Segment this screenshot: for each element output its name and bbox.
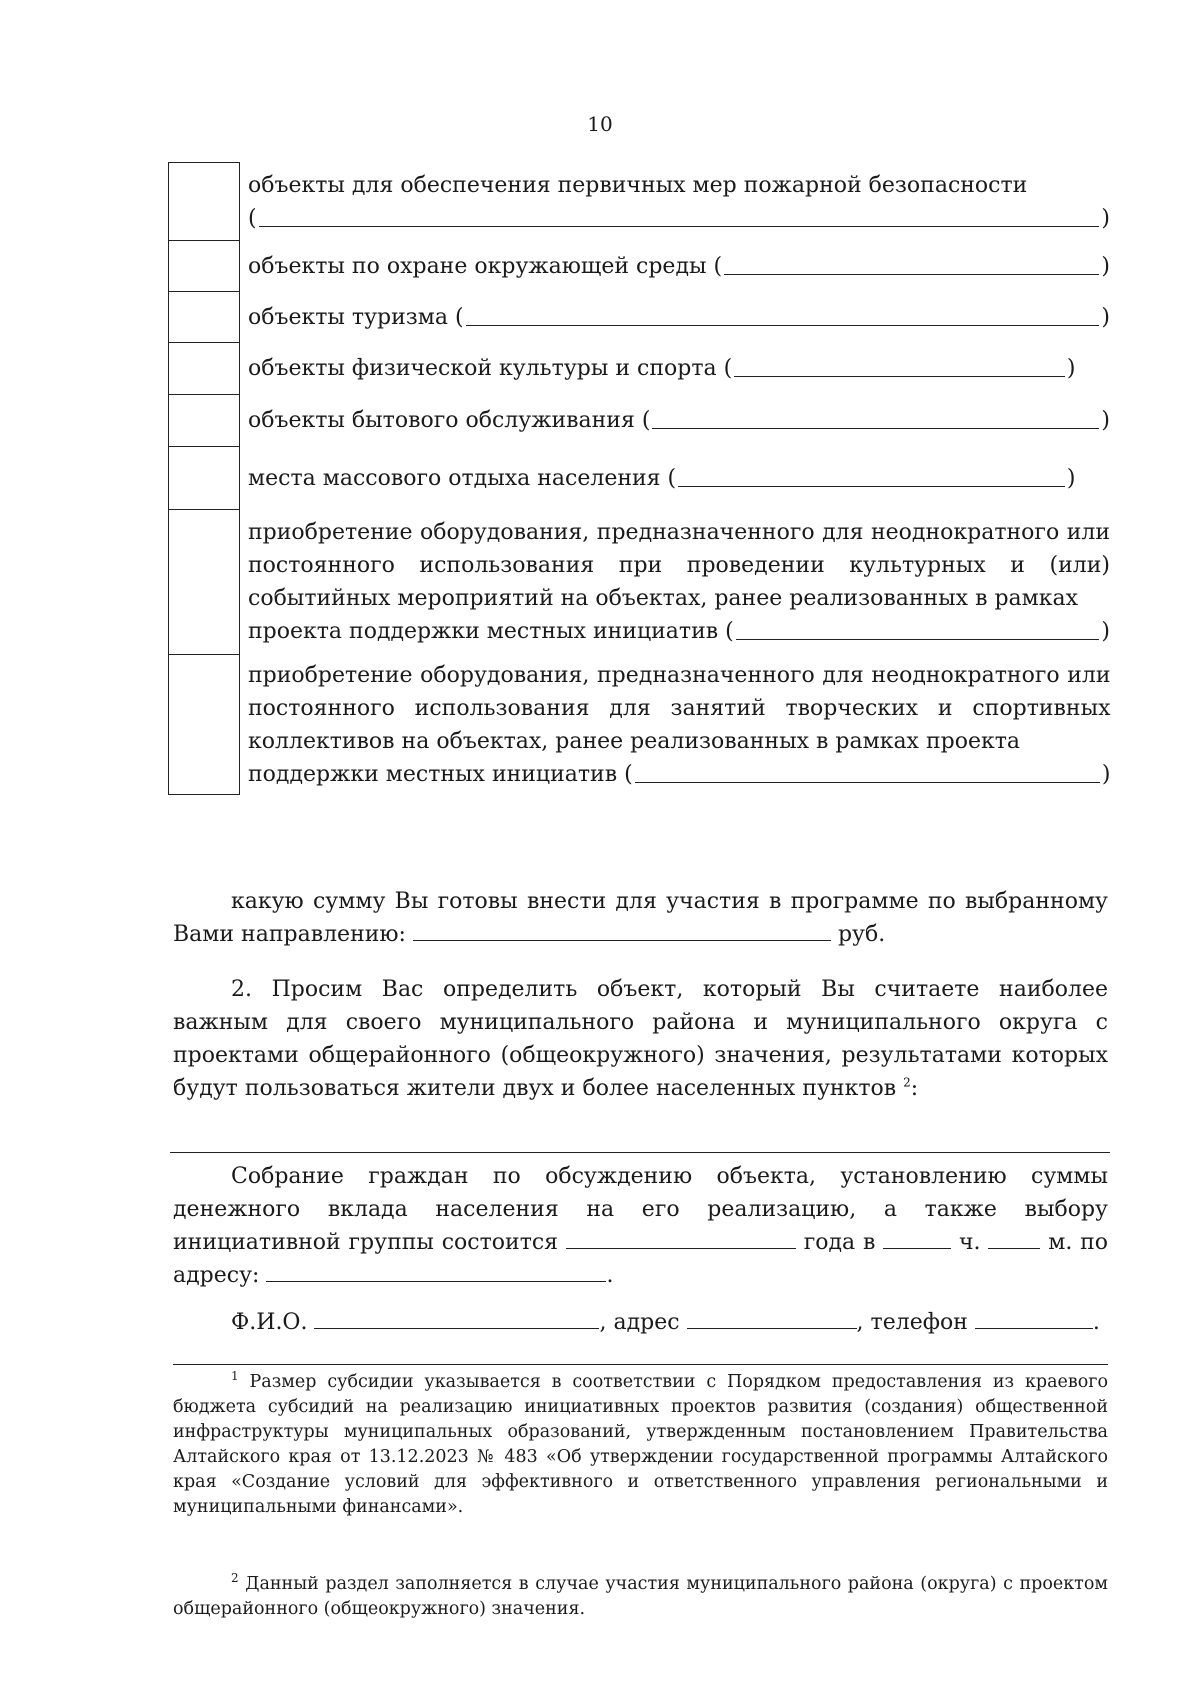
meeting-info: Собрание граждан по обсуждению объекта, установлению суммы денежного вклада населения на его реализацию, а также выбору инициативной группы состоится года в ч. м. по адресу: . bbox=[173, 1164, 1109, 1288]
address-input-line[interactable] bbox=[687, 1308, 857, 1329]
footnote-2: $^2$ Данный раздел заполняется в случае участия муниципального района (округа) с проектом общерайонного (общеокружного) значения. bbox=[173, 1571, 1108, 1619]
list-item: приобретение оборудования, предназначенного для неоднократного или постоянного использования при проведении культурных и (или) событийных мероприятий на объектах, ранее реализованных в рамках проекта поддержки местных инициатив ( ) bbox=[248, 520, 1110, 644]
list-item: объекты по охране окружающей среды ( ) bbox=[248, 253, 1110, 279]
sum-question: какую сумму Вы готовы внести для участия в программе по выбранному Вами направлению: руб. bbox=[173, 889, 1108, 947]
list-item: объекты туризма ( ) bbox=[248, 304, 1110, 330]
checkbox[interactable] bbox=[169, 655, 240, 795]
list-item: объекты бытового обслуживания ( ) bbox=[248, 408, 1110, 433]
blank-line[interactable] bbox=[652, 427, 1099, 429]
list-item: объекты для обеспечения первичных мер пожарной безопасности ( ) bbox=[240, 163, 1111, 241]
name-input-line[interactable] bbox=[314, 1308, 599, 1329]
blank-line[interactable] bbox=[734, 375, 1065, 377]
blank-line[interactable] bbox=[678, 485, 1065, 487]
contact-info: Ф.И.О. , адрес , телефон . bbox=[231, 1310, 1100, 1335]
meeting-address-line[interactable] bbox=[266, 1261, 606, 1282]
page-number: 10 bbox=[587, 112, 613, 136]
checkbox[interactable] bbox=[169, 447, 240, 510]
checkbox[interactable] bbox=[169, 241, 240, 292]
list-item: места массового отдыха населения ( ) bbox=[248, 465, 1076, 491]
sum-input-line[interactable] bbox=[413, 920, 831, 941]
hours-input-line[interactable] bbox=[883, 1228, 951, 1249]
list-item: объекты физической культуры и спорта ( ) bbox=[248, 356, 1076, 381]
blank-line[interactable] bbox=[259, 225, 1100, 227]
blank-line[interactable] bbox=[724, 273, 1099, 275]
item-label: объекты для обеспечения первичных мер пожарной безопасности bbox=[248, 172, 1028, 198]
blank-line[interactable] bbox=[635, 781, 1100, 783]
list-item: приобретение оборудования, предназначенного для неоднократного или постоянного использования для занятий творческих и спортивных коллективов на объектах, ранее реализованных в рамках проекта поддержки местных инициатив ( ) bbox=[248, 662, 1111, 787]
checkbox[interactable] bbox=[169, 343, 240, 395]
answer-line[interactable] bbox=[170, 1152, 1110, 1153]
checkbox[interactable] bbox=[169, 292, 240, 343]
direction-checklist bbox=[168, 162, 1111, 795]
checkbox[interactable] bbox=[169, 510, 240, 655]
footnote-ref: 2 bbox=[903, 1075, 911, 1090]
minutes-input-line[interactable] bbox=[988, 1228, 1040, 1249]
footnote-separator bbox=[173, 1364, 1108, 1365]
question-2: 2. Просим Вас определить объект, который Вы считаете наиболее важным для своего муниципального района и муниципального округа с проектами общерайонного (общеокружного) значения, результатами которых будут пользоваться жители двух и более населенных пунктов $^2$: bbox=[173, 977, 1108, 1101]
date-input-line[interactable] bbox=[566, 1228, 796, 1249]
footnote-1: $^1$ Размер субсидии указывается в соответствии с Порядком предоставления из краевого бюджета субсидий на реализацию инициативных проектов развития (создания) общественной инфраструктуры муниципальных образований, утвержденным постановлением Правительства Алтайского края от 13.12.2023 № 483 «Об утверждении государственной программы Алтайского края «Создание условий для эффективного и ответственного управления региональными и муниципальными финансами». bbox=[173, 1369, 1108, 1517]
blank-line[interactable] bbox=[736, 638, 1100, 640]
checkbox[interactable] bbox=[169, 163, 240, 241]
checkbox[interactable] bbox=[169, 395, 240, 447]
blank-line[interactable] bbox=[466, 324, 1100, 326]
phone-input-line[interactable] bbox=[975, 1308, 1093, 1329]
